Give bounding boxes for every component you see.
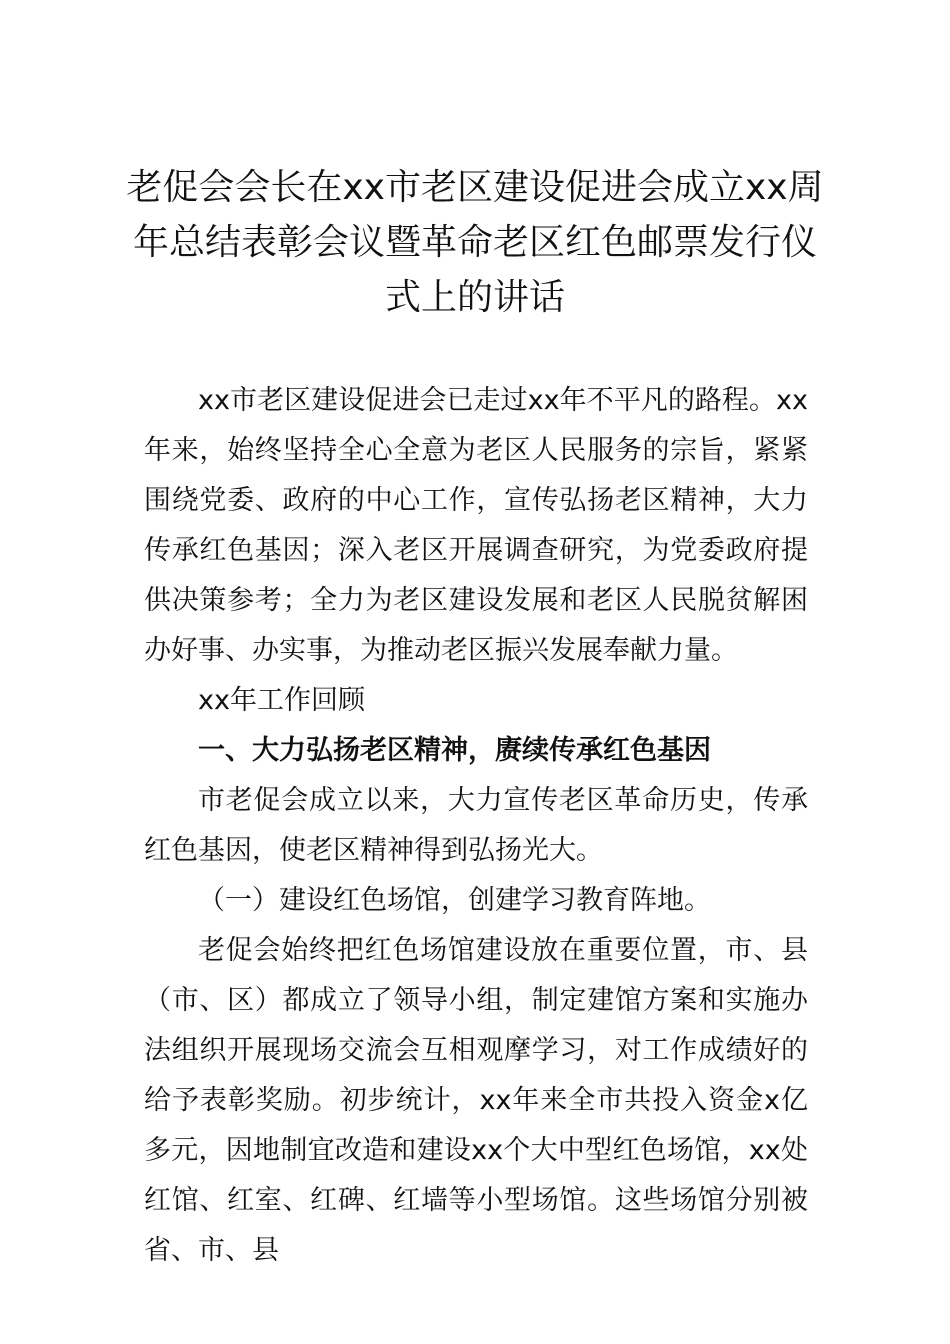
paragraph-subsection-1: 老促会始终把红色场馆建设放在重要位置，市、县（市、区）都成立了领导小组，制定建馆方案和实施办法组织开展现场交流会互相观摩学习，对工作成绩好的给予表彰奖励。初步统计，xx年来全市共投入资金x亿多元，因地制宜改造和建设xx个大中型红色场馆，xx处红馆、红室、红碑、红墙等小型场馆。这些场馆分别被省、市、县 (144, 935, 808, 1266)
section-heading-review: xx年工作回顾 (198, 685, 365, 716)
paragraph-intro: xx市老区建设促进会已走过xx年不平凡的路程。xx年来，始终坚持全心全意为老区人民服务的宗旨，紧紧围绕党委、政府的中心工作，宣传弘扬老区精神，大力传承红色基因；深入老区开展调查研究，为党委政府提供决策参考；全力为老区建设发展和老区人民脱贫解困办好事、办实事，为推动老区振兴发展奉献力量。 (144, 385, 808, 666)
section-heading-1: 一、大力弘扬老区精神，赓续传承红色基因 (198, 735, 711, 766)
document-body (144, 376, 808, 1276)
subsection-heading-1: （一）建设红色场馆，创建学习教育阵地。 (198, 885, 711, 916)
paragraph-section-1: 市老促会成立以来，大力宣传老区革命历史，传承红色基因，使老区精神得到弘扬光大。 (144, 785, 808, 866)
document-title: 老促会会长在xx市老区建设促进会成立xx周年总结表彰会议暨革命老区红色邮票发行仪式上的讲话 (126, 167, 824, 318)
